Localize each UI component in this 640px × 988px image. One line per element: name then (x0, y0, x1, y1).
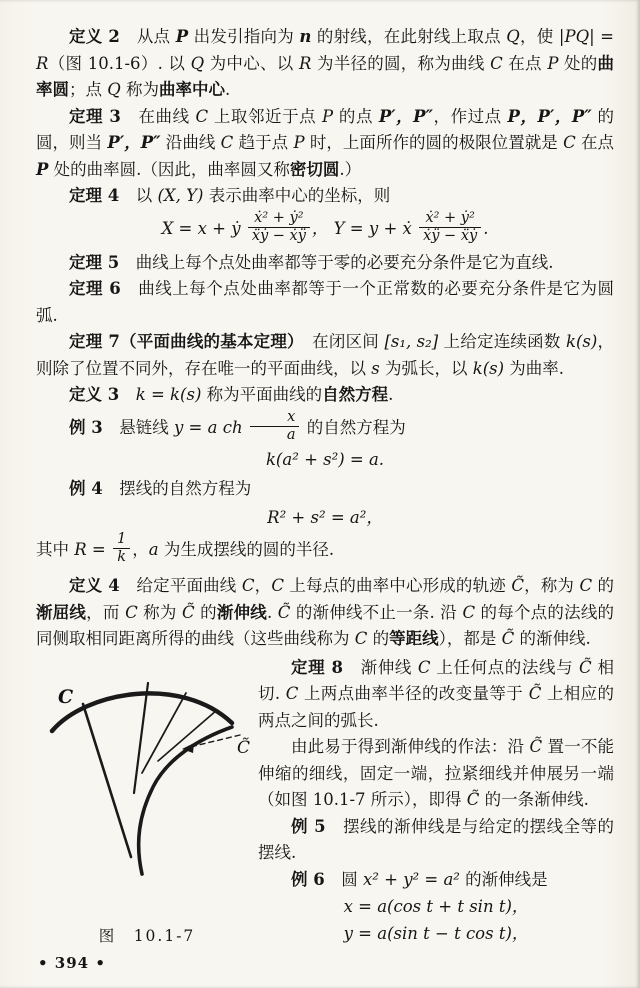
figure-and-text-block (36, 655, 614, 950)
fraction-y-numerator: ẋ² + ẏ² (419, 211, 481, 228)
paragraph-theorem-7: 定理 7（平面曲线的基本定理） 在闭区间 [s₁, s₂] 上给定连续函数 k(s)，则除了位置不同外，存在唯一的平面曲线，以 s 为弧长，以 k(s) 为曲率. (36, 332, 615, 378)
radius-denominator: k (117, 549, 127, 566)
paragraph-example-5: 例 5 摆线的渐伸线是与给定的摆线全等的摆线. (258, 816, 614, 863)
example-3-tail: 的自然方程为 (301, 418, 406, 438)
paragraph-theorem-4: 定理 4 以 (X, Y) 表示曲率中心的坐标，则 (69, 186, 391, 205)
fraction-x-denominator: ẍẏ − ẋÿ (251, 227, 306, 244)
paragraph-involute-construction: 由此易于得到渐伸线的作法：沿 C̃ 置一不能伸缩的细线，固定一端，拉紧细线并伸展另一端（如图 10.1-7 所示），即得 C̃ 的一条渐伸线. (258, 737, 614, 810)
example-3-formula: k(a² + s²) = a. (265, 450, 385, 470)
paragraph-definition-2: 定义 2 从点 P 出发引指向为 n 的射线，在此射线上取点 Q，使 |PQ| = R（图 10.1-6）. 以 Q 为中心、以 R 为半径的圆，称为曲线 C 在点 P 处的曲率圆；点 Q 称为曲率中心. (36, 27, 614, 99)
paragraph-radius-note (36, 530, 614, 567)
paragraph-example-6: 例 6 圆 x² + y² = a² 的渐伸线是 (291, 869, 548, 889)
figure-column (36, 655, 258, 950)
paragraph-example-4: 例 4 摆线的自然方程为 (69, 479, 252, 499)
paragraph-theorem-3: 定理 3 在曲线 C 上取邻近于点 P 的点 P′，P″，作过点 P，P′，P″ 的圆，则当 P′，P″ 沿曲线 C 趋于点 P 时，上面所作的圆的极限位置就是 C 在点 P 处的曲率圆.（因此，曲率圆又称密切圆.） (36, 106, 615, 179)
paragraph-theorem-5: 定理 5 曲线上每个点处曲率都等于零的必要充分条件是它为直线. (69, 252, 554, 272)
paragraph-theorem-6: 定理 6 曲线上每个点处曲率都等于一个正常数的必要充分条件是它为圆弧. (36, 279, 614, 325)
string-line-3 (142, 693, 186, 773)
fraction-y-denominator: ẋÿ − ẍẏ (423, 227, 478, 244)
fraction-y (419, 211, 481, 244)
figure-10-1-7 (36, 671, 254, 909)
formula-x-lead: X = x + ẏ (161, 218, 246, 238)
catenary-numerator: x (250, 410, 300, 427)
curvature-center-formula (36, 209, 614, 246)
figure-caption: 图 10.1-7 (98, 927, 196, 946)
fraction-radius (113, 532, 130, 565)
example-6-equation-y: y = a(sin t − t cos t)， (343, 924, 529, 944)
radius-note-lead: 其中 R = (36, 540, 111, 560)
formula-end: . (483, 218, 489, 238)
example-3-lead: 例 3 悬链线 y = a ch (69, 418, 243, 438)
string-line-2 (134, 683, 148, 793)
formula-y-lead: Y = y + ẋ (333, 218, 418, 238)
fraction-x-numerator: ẋ² + ẏ² (248, 211, 310, 228)
evolute-c-tilde-label: C̃ (237, 737, 251, 758)
right-text-column (258, 655, 614, 950)
page-number: • 394 • (38, 953, 106, 972)
radius-note-tail: ，a 为生成摆线的圆的半径. (132, 540, 335, 560)
paragraph-definition-3: 定义 3 k = k(s) 称为平面曲线的自然方程. (69, 385, 394, 405)
string-line-1 (83, 704, 131, 857)
paragraph-definition-4: 定义 4 给定平面曲线 C，C 上每点的曲率中心形成的轨迹 C̃，称为 C 的渐屈线，而 C 称为 C̃ 的渐伸线. C̃ 的渐伸线不止一条. 沿 C 的每个点的法线的同侧取相同距离所得的曲线（这些曲线称为 C 的等距线），都是 C̃ 的渐伸线. (36, 576, 615, 649)
fraction-x (248, 211, 310, 244)
example-4-formula: R² + s² = a²， (267, 507, 383, 527)
paragraph-example-3 (36, 408, 614, 445)
example-6-equation-x: x = a(cos t + t sin t)， (343, 897, 529, 917)
radius-numerator: 1 (113, 532, 130, 549)
evolute-curve (139, 727, 232, 874)
curve-c-label: C (58, 685, 74, 708)
paragraph-theorem-8: 定理 8 渐伸线 C 上任何点的法线与 C̃ 相切. C 上两点曲率半径的改变量等于 C̃ 上相应的两点之间的弧长. (258, 657, 615, 730)
catenary-denominator: a (286, 427, 296, 444)
fraction-catenary (250, 410, 300, 443)
formula-separator: ， (311, 218, 334, 238)
